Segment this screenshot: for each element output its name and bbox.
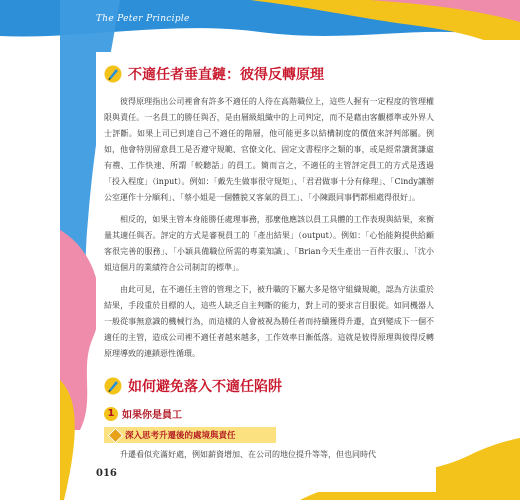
sub-subheading-title: 深入思考升遷後的處境與責任	[125, 431, 236, 441]
body-paragraph: 由此可見，在不適任主管的管理之下，被升職的下屬大多是恪守組織規範，認為方法重於結果，手段重於目標的人，這些人缺乏自主判斷的能力，對上司的要求言目服從。如同機器人一般從事無意識的機械行為，而這樣的人會被視為勝任者而持續獲得升遷，直到變成下一個不適任的主管，造成公司裡不適任者越來越多，工作效率日漸低落。這就是彼得原理與彼得反轉原理導致的連鎖惡性循環。	[104, 285, 434, 358]
pen-icon	[104, 377, 122, 395]
subheading	[104, 406, 434, 421]
right-white-area	[440, 40, 520, 500]
section-heading	[104, 64, 434, 84]
running-head: The Peter Principle	[96, 14, 190, 24]
page-number: 016	[96, 468, 117, 479]
pen-icon	[104, 65, 122, 83]
number-badge: 1	[104, 407, 118, 421]
subheading-title: 如果你是員工	[122, 410, 182, 421]
main-content	[104, 64, 434, 469]
diamond-bullet-icon	[108, 427, 124, 443]
sub-subheading	[104, 427, 276, 443]
body-paragraph: 相反的，如果主管本身能勝任處理事務，那麼他應該以員工具體的工作表現與結果，來衡量其適任與否。評定的方式是審視員工的「產出結果」（output）。例如：「心怡能夠提供給顧客很完善的服務」、「小穎具備職位所需的專業知識」、「Brian今天生產出一百件衣服」、「沈小姐這個月的業績符合公司制訂的標準」。	[104, 215, 434, 272]
section-title: 如何避免落入不適任陷阱	[128, 379, 282, 395]
section-title: 不適任者垂直鏈：彼得反轉原理	[128, 67, 324, 83]
body-paragraph: 彼得原理指出公司裡會有許多不適任的人待在高階職位上，這些人握有一定程度的管理權限與責任。一名員工的勝任與否，是由層級組織中的上司判定，而不是藉由客觀標準或外界人士評斷。如果上司已到達自己不適任的階層，他可能更多以結構制度的價值來評判部屬。例如，他會特別留意員工是否遵守規範、官僚文化、固定文書程序之類的事，或是經常讚賞謙虛有禮、工作快速、所謂「較聽話」的員工。簡而言之，不適任的主管評定員工的方式是透過「投入程度」（input）。例如：「戴先生做事很守規矩」、「君君做事十分有條理」、「Cindy讓辦公室運作十分順利」、「蔡小姐是一個體貌又客氣的員工」、「小陳跟同事們都相處得很好」。	[104, 97, 434, 202]
section-heading	[104, 376, 434, 396]
body-paragraph: 升遷看似充滿好處，例如薪資增加、在公司的地位提升等等，但也同時代	[120, 450, 376, 459]
